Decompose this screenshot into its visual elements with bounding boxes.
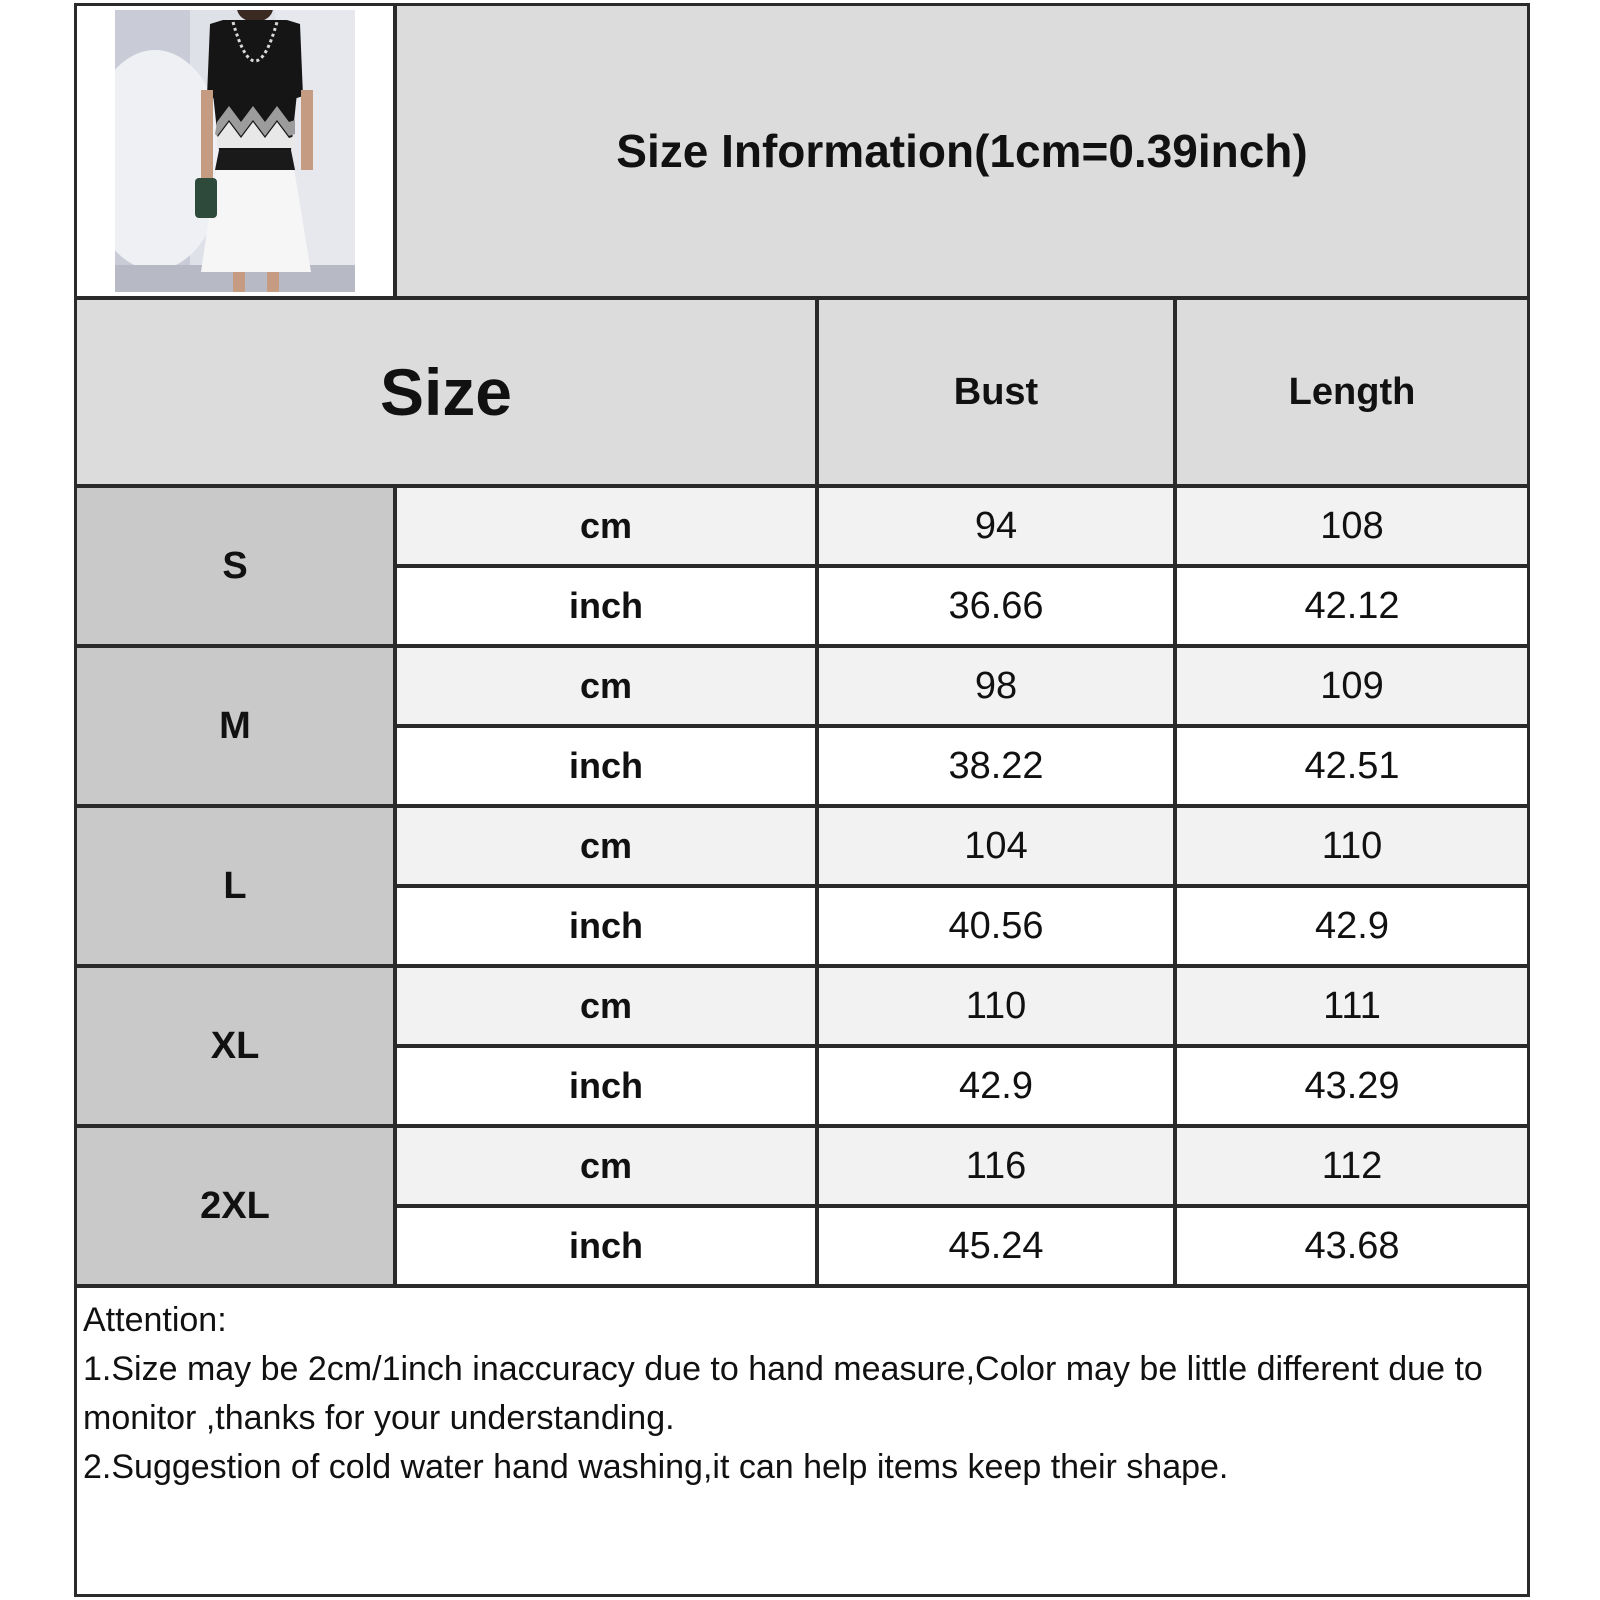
size-label-text: S xyxy=(222,544,248,587)
bust-cm-value: 116 xyxy=(819,1128,1177,1208)
unit-inch: inch xyxy=(397,728,819,808)
unit-inch: inch xyxy=(397,568,819,648)
attention-notes xyxy=(83,1296,1503,1492)
unit-inch: inch xyxy=(397,1208,819,1288)
length-cm-value: 108 xyxy=(1177,488,1527,568)
size-header-label: Size xyxy=(379,355,513,429)
size-label-text: 2XL xyxy=(200,1184,270,1227)
unit-cm: cm xyxy=(397,808,819,888)
bust-header xyxy=(819,300,1177,488)
bust-cm-value: 110 xyxy=(819,968,1177,1048)
size-label-text: XL xyxy=(210,1024,260,1067)
notes-line-1: 1.Size may be 2cm/1inch inaccuracy due to hand measure,Color may be little different due to monitor ,thanks for your understanding. xyxy=(83,1350,1483,1437)
product-photo xyxy=(77,6,397,300)
length-header-label: Length xyxy=(1288,370,1416,413)
length-inch-value: 43.68 xyxy=(1177,1208,1527,1288)
unit-cm: cm xyxy=(397,488,819,568)
size-label-text: M xyxy=(219,704,251,747)
length-inch-value: 42.51 xyxy=(1177,728,1527,808)
notes-heading: Attention: xyxy=(83,1301,227,1339)
unit-cm: cm xyxy=(397,968,819,1048)
bust-inch-value: 42.9 xyxy=(819,1048,1177,1128)
bust-cm-value: 94 xyxy=(819,488,1177,568)
bust-inch-value: 40.56 xyxy=(819,888,1177,968)
unit-inch: inch xyxy=(397,888,819,968)
chart-title: Size Information(1cm=0.39inch) xyxy=(616,125,1308,177)
unit-cm: cm xyxy=(397,1128,819,1208)
length-cm-value: 109 xyxy=(1177,648,1527,728)
notes-line-2: 2.Suggestion of cold water hand washing,it can help items keep their shape. xyxy=(83,1448,1229,1486)
size-label xyxy=(77,1128,397,1288)
bust-cm-value: 104 xyxy=(819,808,1177,888)
size-label xyxy=(77,968,397,1128)
bust-inch-value: 36.66 xyxy=(819,568,1177,648)
bust-header-label: Bust xyxy=(953,370,1039,413)
length-cm-value: 111 xyxy=(1177,968,1527,1048)
size-label xyxy=(77,648,397,808)
unit-inch: inch xyxy=(397,1048,819,1128)
bust-inch-value: 45.24 xyxy=(819,1208,1177,1288)
length-inch-value: 42.9 xyxy=(1177,888,1527,968)
length-cm-value: 110 xyxy=(1177,808,1527,888)
unit-cm: cm xyxy=(397,648,819,728)
bust-cm-value: 98 xyxy=(819,648,1177,728)
size-label-text: L xyxy=(223,864,247,907)
dress-model-image xyxy=(115,10,355,292)
size-chart xyxy=(74,3,1530,1597)
length-cm-value: 112 xyxy=(1177,1128,1527,1208)
chart-title-cell xyxy=(397,6,1527,300)
size-label xyxy=(77,488,397,648)
length-inch-value: 43.29 xyxy=(1177,1048,1527,1128)
length-inch-value: 42.12 xyxy=(1177,568,1527,648)
size-label xyxy=(77,808,397,968)
bust-inch-value: 38.22 xyxy=(819,728,1177,808)
size-header xyxy=(77,300,819,488)
length-header xyxy=(1177,300,1527,488)
